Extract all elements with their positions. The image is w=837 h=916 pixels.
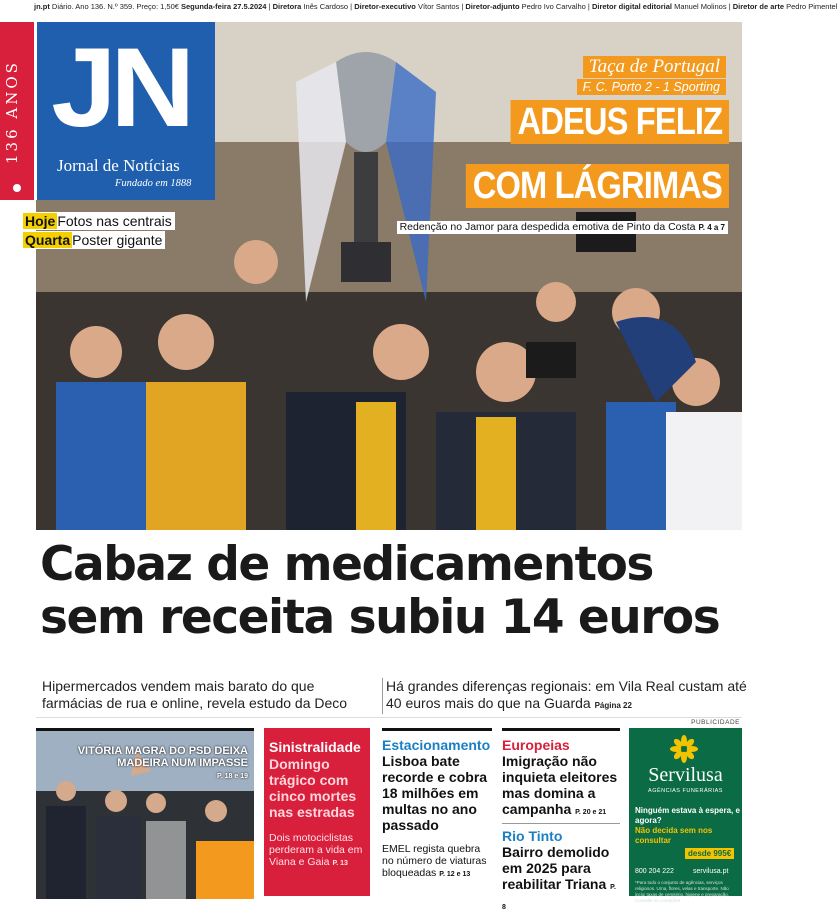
staff-list: Diretora Inês Cardoso | Diretor-executivo Vítor Santos | Diretor-adjunto Pedro Ivo Carvalho | Diretor digital editorial Manuel Molinos | Diretor de arte Pedro Pimentel	[272, 2, 837, 11]
brief-sub	[269, 832, 366, 870]
lead-kicker: Taça de Portugal	[583, 56, 726, 78]
photo-story-pages: P. 18 e 19	[216, 773, 248, 780]
photo-story-caption	[36, 745, 248, 783]
lead-headline-line-2[interactable]: COM LÁGRIMAS	[466, 164, 729, 208]
brief-tag: Estacionamento	[382, 737, 491, 753]
lead-score: F. C. Porto 2 - 1 Sporting	[577, 79, 726, 95]
main-headline[interactable]	[40, 538, 745, 644]
ad-cta: Não decida sem nos consultar	[635, 826, 713, 845]
promo-day: Quarta	[25, 232, 71, 248]
staff-role: Diretor-adjunto	[465, 2, 520, 11]
brief-tag: Sinistralidade	[269, 739, 361, 755]
brief-sub-text: EMEL regista quebra no número de viaturas bloqueadas	[382, 843, 487, 879]
brief-estacionamento[interactable]	[382, 728, 492, 881]
photo-story-text: VITÓRIA MAGRA DO PSD DEIXA MADEIRA NUM IMPASSE	[77, 745, 248, 769]
divider	[36, 717, 742, 718]
brief-europeias[interactable]	[502, 728, 620, 821]
staff-name: Manuel Molinos	[674, 2, 727, 11]
founded-label: Fundado em 1888	[115, 178, 192, 189]
main-headline-line-1: Cabaz de medicamentos	[40, 537, 653, 592]
promo-item[interactable]	[20, 231, 165, 249]
brief-tag: Europeias	[502, 737, 570, 753]
brief-page: P. 20 e 21	[575, 809, 607, 816]
ad-question: Ninguém estava à espera, e agora?	[635, 806, 740, 825]
main-sub-left: Hipermercados vendem mais barato do que farmácias de rua e online, revela estudo da Deco	[42, 678, 348, 711]
logo[interactable]	[34, 22, 215, 200]
brief-page: P. 8	[502, 884, 616, 911]
brief-sinistralidade[interactable]	[264, 728, 370, 896]
ad-tagline: AGÊNCIAS FUNERÁRIAS	[648, 788, 723, 794]
brief-sub-text: Dois motociclistas perderam a vida em Viana e Gaia	[269, 832, 363, 868]
promo-text: Fotos nas centrais	[57, 213, 172, 229]
ad-site[interactable]: servilusa.pt	[693, 868, 729, 875]
brief-rio-tinto[interactable]	[502, 823, 620, 916]
staff-name: Pedro Pimentel	[786, 2, 837, 11]
staff-role: Diretora	[272, 2, 302, 11]
promo-day: Hoje	[25, 213, 56, 229]
brief-headline: Domingo trágico com cinco mortes nas estradas	[269, 756, 357, 820]
masthead-info-bar: jn.pt Diário. Ano 136. N.º 359. Preço: 1,50€ Segunda-feira 27.5.2024 | Diretora Inês Cardoso | Diretor-executivo Vítor Santos | Diretor-adjunto Pedro Ivo Carvalho | Diretor digital editorial Manuel Molinos | Diretor de arte Pedro Pimentel	[34, 2, 837, 11]
brief-tag: Rio Tinto	[502, 828, 563, 844]
main-sub-right	[382, 678, 747, 714]
staff-name: Pedro Ivo Carvalho	[521, 2, 586, 11]
brief-page: P. 13	[332, 860, 348, 867]
ad-fine-print: *Para todo o conjunto de agências, serviços religiosos. Urna, flores, velas e transporte. Não inclui taxas de cemitério, higiene e preparação. Consulte as condições.	[635, 880, 730, 903]
staff-name: Vítor Santos	[417, 2, 460, 11]
brief-page: P. 12 e 13	[439, 871, 471, 878]
servilusa-advert[interactable]	[629, 728, 742, 903]
brief-headline: Lisboa bate recorde e cobra 18 milhões em multas no ano passado	[382, 753, 488, 833]
ad-price: desde 995€	[685, 848, 734, 859]
dot-icon	[13, 184, 21, 192]
staff-role: Diretor digital editorial	[591, 2, 672, 11]
ad-brand: Servilusa	[648, 764, 723, 786]
issue-date: Segunda-feira 27.5.2024	[181, 2, 267, 11]
brief-sub	[382, 843, 492, 881]
logo-mark: JN	[51, 25, 189, 150]
photo-story[interactable]	[36, 728, 254, 896]
lead-subhead-text: Redenção no Jamor para despedida emotiva de Pinto da Costa	[399, 221, 696, 233]
anniversary-strip	[0, 22, 34, 200]
promo-text: Poster gigante	[72, 232, 163, 248]
staff-name: Inês Cardoso	[303, 2, 349, 11]
brief-headline-text: Imigração não inquieta eleitores mas domina a campanha	[502, 753, 618, 817]
anniversary-label: 136 ANOS	[3, 60, 21, 164]
promo-box	[20, 212, 175, 250]
main-headline-line-2: sem receita subiu 14 euros	[40, 590, 720, 645]
main-sub-page: Página 22	[594, 701, 632, 710]
camera-icon	[526, 342, 576, 378]
staff-role: Diretor-executivo	[354, 2, 416, 11]
brief-headline	[502, 753, 620, 821]
ad-label: PUBLICIDADE	[691, 719, 740, 726]
site-url[interactable]: jn.pt	[34, 2, 50, 11]
main-sub-right-text: Há grandes diferenças regionais: em Vila Real custam até 40 euros mais do que na Guarda	[386, 678, 747, 711]
ad-phone[interactable]: 800 204 222	[635, 868, 674, 875]
lead-pages: P. 4 a 7	[698, 223, 725, 232]
brief-headline-text: Bairro demolido em 2025 para reabilitar Triana	[502, 844, 610, 892]
staff-role: Diretor de arte	[732, 2, 785, 11]
lead-headline-line-1[interactable]: ADEUS FELIZ	[510, 100, 729, 144]
flower-logo-icon	[669, 734, 699, 764]
promo-item[interactable]	[20, 212, 175, 230]
brief-headline	[502, 844, 620, 916]
paper-name: Jornal de Notícias	[57, 156, 180, 175]
issue-info: Diário. Ano 136. N.º 359. Preço: 1,50€	[51, 2, 179, 11]
lead-subhead	[397, 221, 728, 234]
